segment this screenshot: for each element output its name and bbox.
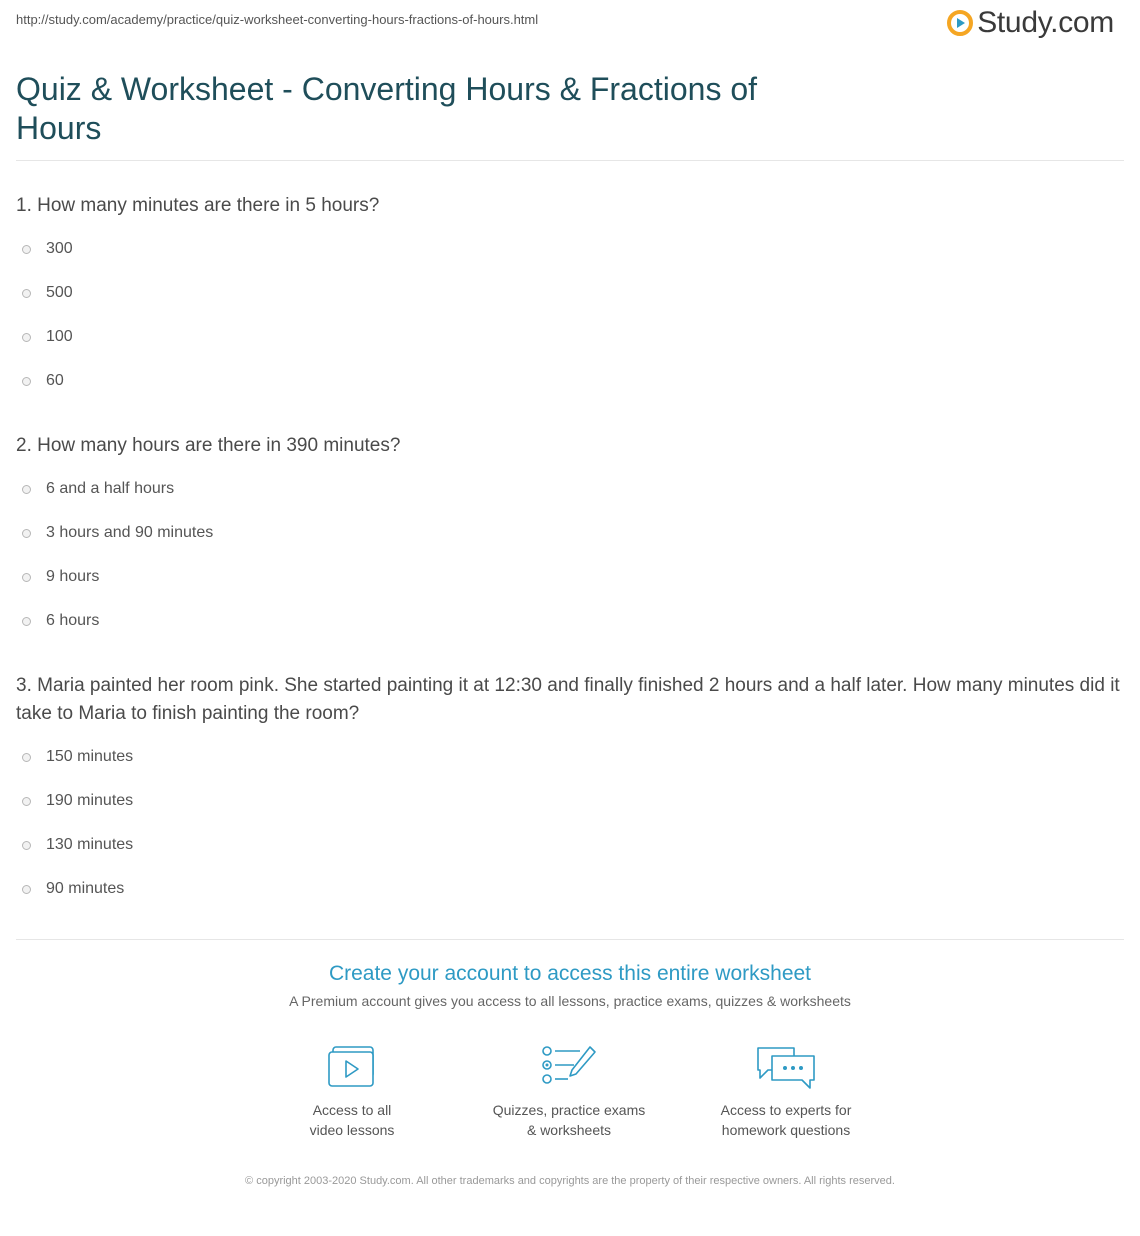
option-q1-c[interactable] — [22, 328, 73, 346]
radio-button[interactable] — [22, 841, 31, 850]
question-1: 1. How many minutes are there in 5 hours? — [16, 195, 380, 216]
option-q3-b[interactable] — [22, 792, 133, 810]
premium-description: A Premium account gives you access to all lessons, practice exams, quizzes & worksheets — [289, 993, 851, 1009]
option-q3-d[interactable] — [22, 880, 124, 898]
play-logo-icon — [947, 10, 973, 36]
video-lessons-icon — [326, 1044, 378, 1090]
radio-button[interactable] — [22, 289, 31, 298]
radio-button[interactable] — [22, 485, 31, 494]
radio-button[interactable] — [22, 885, 31, 894]
option-label: 150 minutes — [46, 748, 134, 765]
option-label: 9 hours — [46, 568, 100, 585]
feature-line: Quizzes, practice exams — [492, 1102, 646, 1118]
option-label: 130 minutes — [46, 836, 134, 853]
study-logo[interactable] — [947, 6, 1114, 40]
option-label: 60 — [46, 372, 64, 389]
option-q2-b[interactable] — [22, 524, 213, 542]
feature-quizzes — [469, 1044, 669, 1140]
page-title: Quiz & Worksheet - Converting Hours & Fractions of Hours — [16, 71, 758, 146]
option-q3-a[interactable] — [22, 748, 133, 766]
feature-line: Access to experts for — [720, 1102, 852, 1118]
radio-button[interactable] — [22, 753, 31, 762]
option-q1-d[interactable] — [22, 372, 64, 390]
divider — [16, 939, 1124, 940]
create-account-link[interactable]: Create your account to access this entire worksheet — [328, 962, 812, 985]
radio-button[interactable] — [22, 617, 31, 626]
radio-button[interactable] — [22, 333, 31, 342]
option-q2-d[interactable] — [22, 612, 99, 630]
feature-line: & worksheets — [526, 1122, 612, 1138]
page-url: http://study.com/academy/practice/quiz-worksheet-converting-hours-fractions-of-hours.html — [16, 12, 539, 27]
option-q3-c[interactable] — [22, 836, 133, 854]
radio-button[interactable] — [22, 797, 31, 806]
feature-line: video lessons — [309, 1122, 395, 1138]
option-q1-a[interactable] — [22, 240, 73, 258]
radio-button[interactable] — [22, 377, 31, 386]
option-label: 6 and a half hours — [46, 480, 175, 497]
feature-line: Access to all — [312, 1102, 392, 1118]
chat-bubbles-icon — [754, 1044, 818, 1090]
radio-button[interactable] — [22, 529, 31, 538]
radio-button[interactable] — [22, 245, 31, 254]
option-label: 3 hours and 90 minutes — [46, 524, 214, 541]
option-label: 300 — [46, 240, 73, 257]
option-label: 6 hours — [46, 612, 100, 629]
divider — [16, 160, 1124, 161]
question-3: 3. Maria painted her room pink. She started painting it at 12:30 and finally finished 2 hours and a half later. How many minutes did it take to Maria to finish painting the room? — [16, 675, 1120, 724]
logo-wordmark: Study.com — [977, 6, 1114, 39]
option-label: 500 — [46, 284, 73, 301]
feature-experts — [686, 1044, 886, 1140]
option-label: 90 minutes — [46, 880, 125, 897]
copyright-footer: © copyright 2003-2020 Study.com. All other trademarks and copyrights are the property of their respective owners. All rights reserved. — [245, 1175, 895, 1187]
feature-video-lessons — [252, 1044, 452, 1140]
option-q2-a[interactable] — [22, 480, 174, 498]
quiz-checklist-icon — [540, 1044, 598, 1088]
question-2: 2. How many hours are there in 390 minutes? — [16, 435, 401, 456]
option-q2-c[interactable] — [22, 568, 99, 586]
feature-line: homework questions — [721, 1122, 851, 1138]
radio-button[interactable] — [22, 573, 31, 582]
option-label: 100 — [46, 328, 73, 345]
option-q1-b[interactable] — [22, 284, 73, 302]
option-label: 190 minutes — [46, 792, 134, 809]
